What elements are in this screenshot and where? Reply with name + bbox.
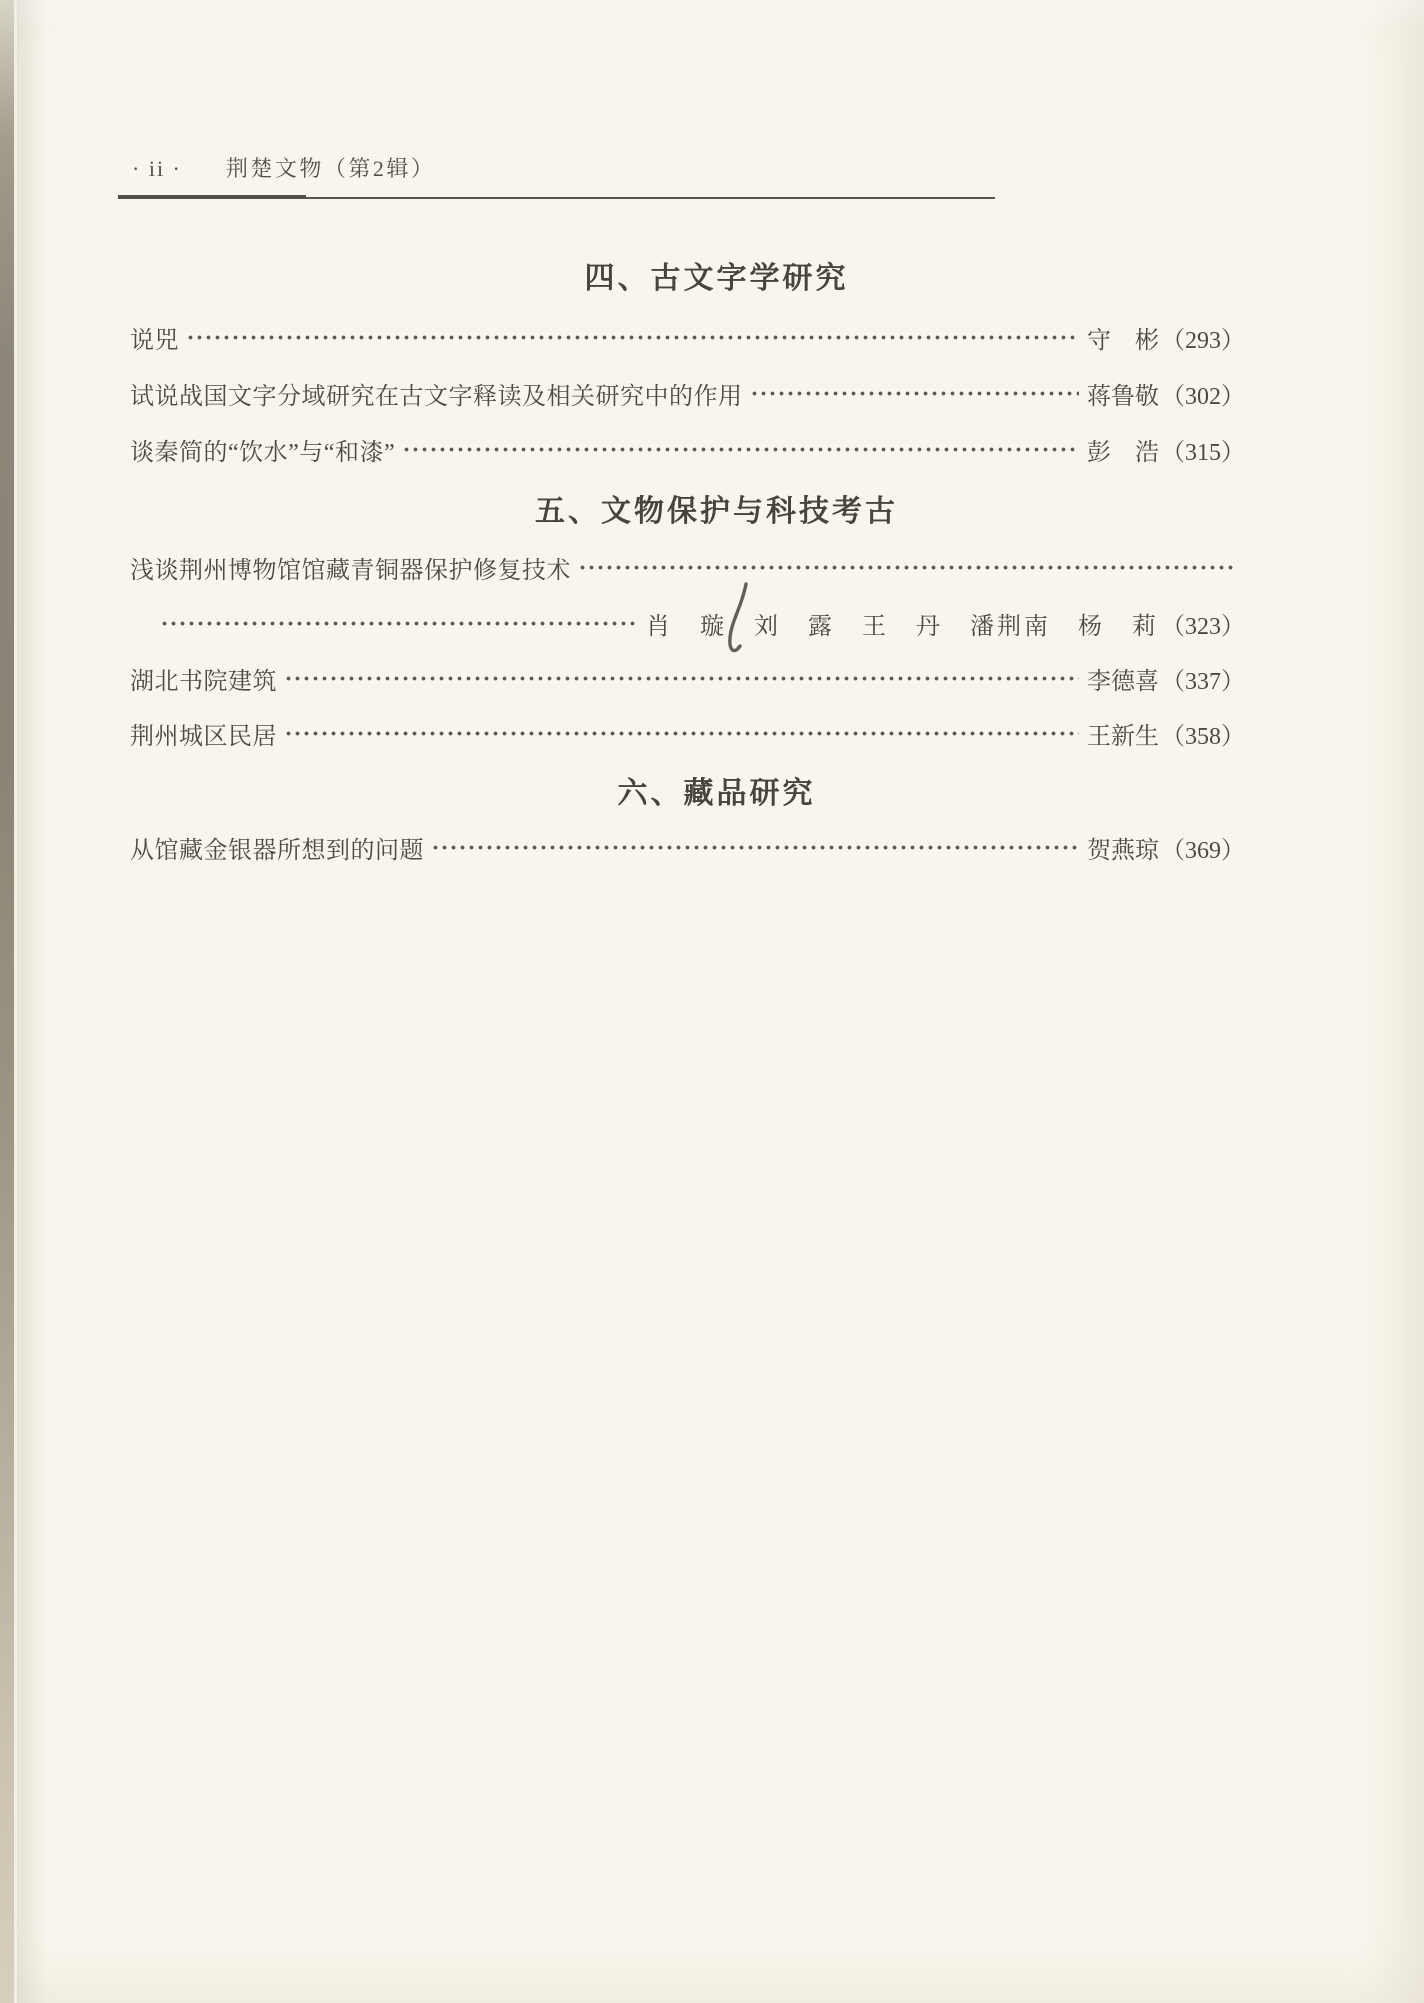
dot-leader <box>578 550 1237 584</box>
section-heading-collection-studies: 六、藏品研究 <box>617 777 816 810</box>
toc-entry <box>130 830 1245 864</box>
toc-entry-title-line <box>130 550 1245 584</box>
toc-entry <box>130 376 1245 410</box>
entry-title: 谈秦简的“饮水”与“和漆” <box>130 439 396 466</box>
section-heading-conservation: 五、文物保护与科技考古 <box>535 495 898 528</box>
entry-title: 从馆藏金银器所想到的问题 <box>130 837 424 864</box>
header-rule-thick-segment <box>118 195 306 199</box>
toc-entry <box>130 661 1245 695</box>
dot-leader <box>284 661 1079 695</box>
entry-page-number: （358） <box>1161 723 1245 750</box>
dot-leader <box>284 716 1079 750</box>
toc-entry <box>130 432 1245 466</box>
entry-title: 说兕 <box>130 327 179 354</box>
entry-page-number: （302） <box>1161 383 1245 410</box>
entry-page-number: （323） <box>1161 613 1245 640</box>
dot-leader <box>160 606 638 640</box>
entry-page-number: （315） <box>1161 439 1245 466</box>
dot-leader <box>750 376 1080 410</box>
entry-author: 彭 浩 <box>1087 439 1159 466</box>
entry-page-number: （369） <box>1161 837 1245 864</box>
dot-leader <box>431 830 1079 864</box>
entry-author: 蒋鲁敬 <box>1087 383 1159 410</box>
entry-title: 浅谈荆州博物馆馆藏青铜器保护修复技术 <box>130 557 571 584</box>
dot-leader <box>402 432 1079 466</box>
page-number-marker: · ii · <box>132 156 182 181</box>
entry-authors: 肖 璇 刘 露 王 丹 潘荆南 杨 莉 <box>646 613 1159 640</box>
entry-author: 王新生 <box>1087 723 1159 750</box>
entry-page-number: （293） <box>1161 327 1245 354</box>
entry-title: 试说战国文字分域研究在古文字释读及相关研究中的作用 <box>130 383 743 410</box>
ink-mark <box>718 580 756 666</box>
dot-leader <box>186 320 1079 354</box>
page-edge-shadow <box>17 0 47 2003</box>
toc-entry <box>130 320 1245 354</box>
book-title: 荆楚文物（第2辑） <box>225 156 436 181</box>
entry-title: 湖北书院建筑 <box>130 668 277 695</box>
table-of-contents <box>130 0 1245 2003</box>
book-binding-edge <box>0 0 17 2003</box>
entry-author: 李德喜 <box>1087 668 1159 695</box>
toc-entry <box>130 716 1245 750</box>
section-heading-paleography: 四、古文字学研究 <box>584 262 849 295</box>
running-header <box>132 152 435 183</box>
toc-entry-author-line <box>130 606 1245 640</box>
entry-author: 守 彬 <box>1087 327 1159 354</box>
entry-author: 贺燕琼 <box>1087 837 1159 864</box>
entry-page-number: （337） <box>1161 668 1245 695</box>
entry-title: 荆州城区民居 <box>130 723 277 750</box>
